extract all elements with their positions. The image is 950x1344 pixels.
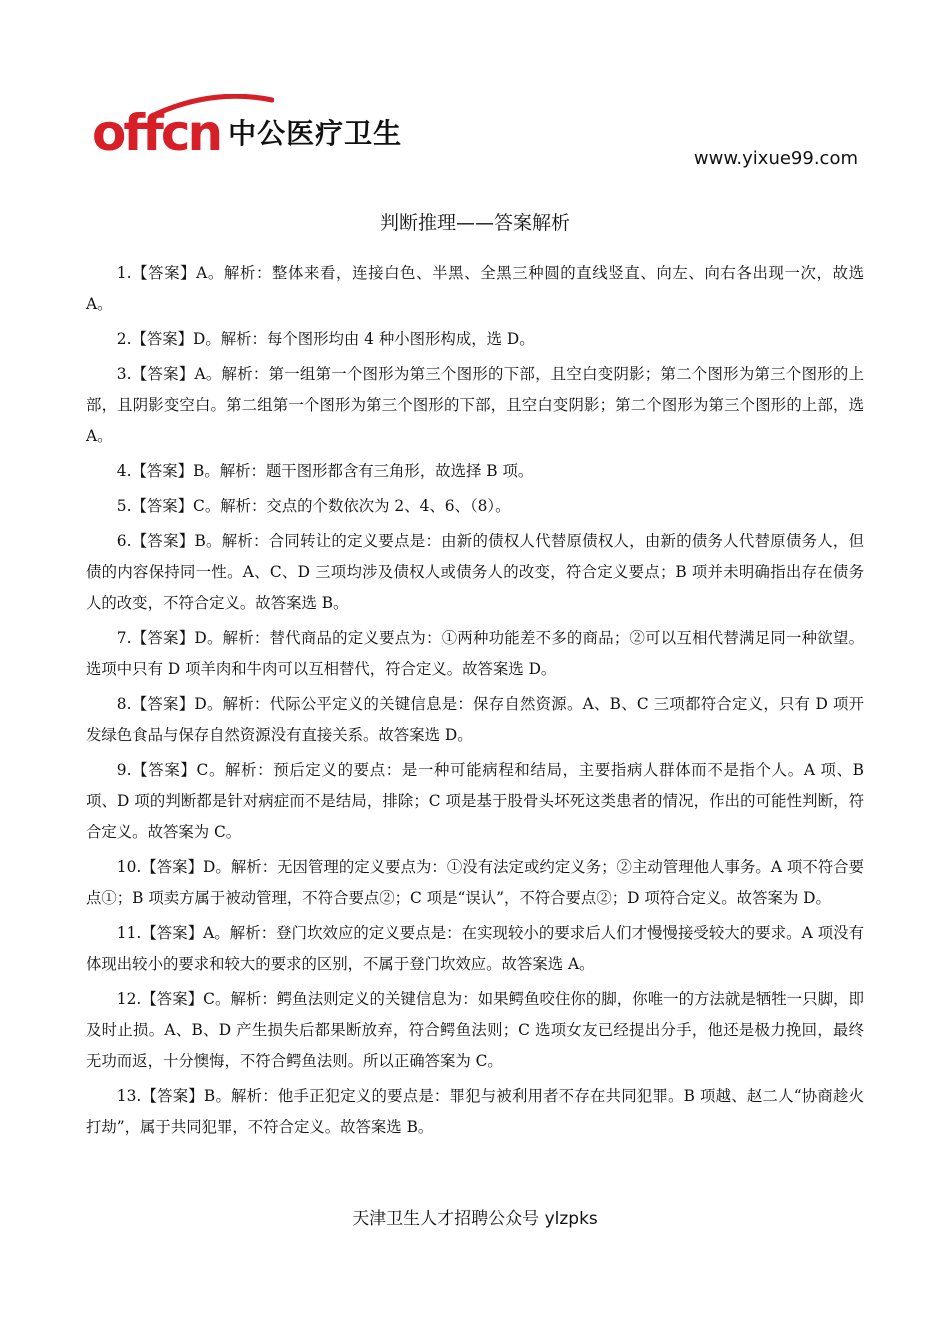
answer-item: 1.【答案】A。解析：整体来看，连接白色、半黑、全黑三种圆的直线竖直、向左、向右各出现一次，故选 A。 [86,264,864,313]
logo-arc-icon [154,94,274,116]
logo-wordmark: offcn [92,108,220,158]
website-url: www.yixue99.com [693,148,858,169]
logo-chinese-name: 中公医疗卫生 [228,117,403,150]
answer-item: 7.【答案】D。解析：替代商品的定义要点为：①两种功能差不多的商品；②可以互相代替满足同一种欲望。选项中只有 D 项羊肉和牛肉可以互相替代，符合定义。故答案选 D。 [86,629,864,678]
answer-item: 8.【答案】D。解析：代际公平定义的关键信息是：保存自然资源。A、B、C 三项都符合定义，只有 D 项开发绿色食品与保存自然资源没有直接关系。故答案选 D。 [86,695,864,744]
page-title: 判断推理——答案解析 [379,212,570,234]
answer-item: 6.【答案】B。解析：合同转让的定义要点是：由新的债权人代替原债权人，由新的债务人代替原债务人，但债的内容保持同一性。A、C、D 三项均涉及债权人或债务人的改变，符合定义要点；B 项并未明确指出存在债务人的改变，不符合定义。故答案选 B。 [86,532,864,612]
answer-item: 3.【答案】A。解析：第一组第一个图形为第三个图形的下部，且空白变阴影；第二个图形为第三个图形的上部，且阴影变空白。第二组第一个图形为第三个图形的下部，且空白变阴影；第二个图形为第三个图形的上部，选 A。 [86,365,864,445]
answer-item: 9.【答案】C。解析：预后定义的要点：是一种可能病程和结局，主要指病人群体而不是指个人。A 项、B 项、D 项的判断都是针对病症而不是结局，排除；C 项是基于股骨头坏死这类患者的情况，作出的可能性判断，符合定义。故答案为 C。 [86,761,864,841]
answer-item: 11.【答案】A。解析：登门坎效应的定义要点是：在实现较小的要求后人们才慢慢接受较大的要求。A 项没有体现出较小的要求和较大的要求的区别，不属于登门坎效应。故答案选 A。 [86,924,864,973]
offcn-logo [92,98,403,162]
page-footer: 天津卫生人才招聘公众号 ylzpks [352,1209,598,1229]
answer-item: 5.【答案】C。解析：交点的个数依次为 2、4、6、（8）。 [116,497,511,515]
answer-item: 4.【答案】B。解析：题干图形都含有三角形，故选择 B 项。 [116,462,534,480]
answer-item: 2.【答案】D。解析：每个图形均由 4 种小图形构成，选 D。 [116,330,535,348]
answer-item: 13.【答案】B。解析：他手正犯定义的要点是：罪犯与被利用者不存在共同犯罪。B 项越、赵二人“协商趁火打劫”，属于共同犯罪，不符合定义。故答案选 B。 [86,1087,864,1136]
answer-item: 12.【答案】C。解析：鳄鱼法则定义的关键信息为：如果鳄鱼咬住你的脚，你唯一的方法就是牺牲一只脚，即及时止损。A、B、D 产生损失后都果断放弃，符合鳄鱼法则；C 选项女友已经提出分手，他还是极力挽回，最终无功而返，十分懊悔，不符合鳄鱼法则。所以正确答案为 C。 [86,990,864,1070]
answer-list [86,258,864,1147]
answer-item: 10.【答案】D。解析：无因管理的定义要点为：①没有法定或约定义务；②主动管理他人事务。A 项不符合要点①；B 项卖方属于被动管理，不符合要点②；C 项是“误认”，不符合要点②；D 项符合定义。故答案为 D。 [86,858,864,907]
